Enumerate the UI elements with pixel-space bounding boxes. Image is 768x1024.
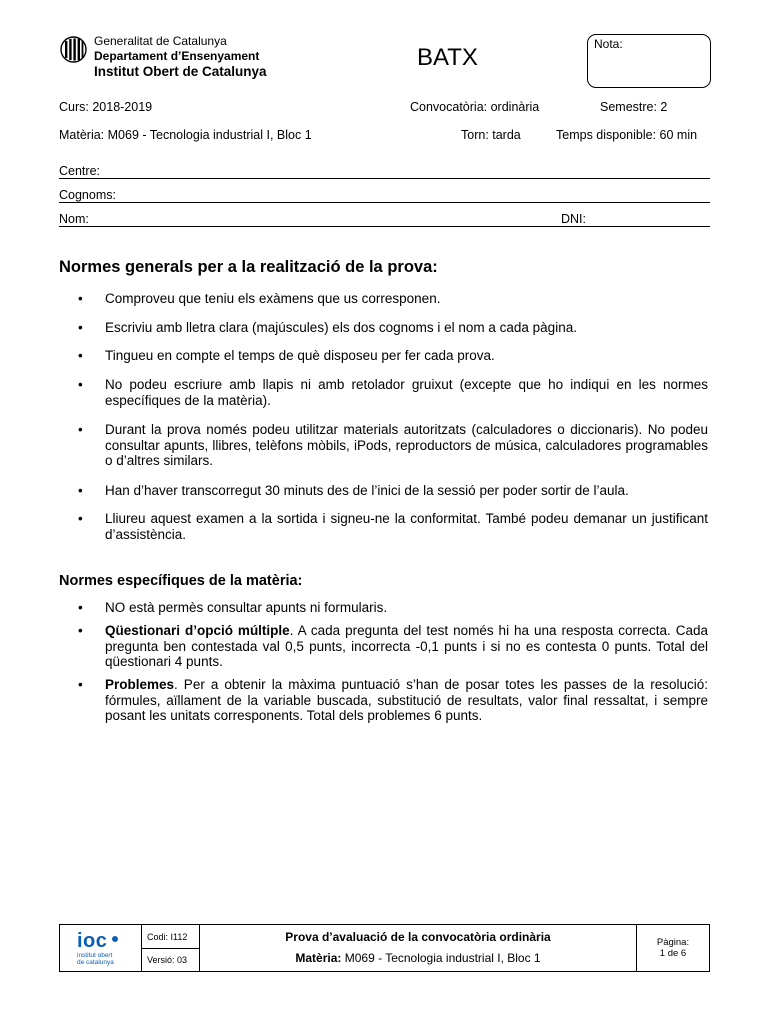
level-title: BATX (417, 44, 478, 71)
list-item: • No podeu escriure amb llapis ni amb retolador gruixut (excepte que ho indiqui en les normes específiques de la matèria). (78, 377, 708, 408)
course: Curs: 2018-2019 (59, 100, 153, 114)
page-value: 1 de 6 (659, 948, 687, 959)
list-item: • Comproveu que teniu els exàmens que us corresponen. (78, 291, 441, 306)
surnames-label: Cognoms: (59, 188, 116, 202)
centre-label: Centre: (59, 164, 100, 178)
org-line-3: Institut Obert de Catalunya (94, 64, 267, 79)
shift: Torn: tarda (461, 128, 521, 142)
code: Codi: I112 (147, 932, 188, 942)
footer-table (59, 924, 710, 972)
specific-rules-title: Normes específiques de la matèria: (59, 573, 303, 589)
footer-page-cell (637, 925, 709, 971)
footer-subject: Matèria: M069 - Tecnologia industrial I, Bloc 1 (295, 951, 541, 965)
semester: Semestre: 2 (600, 100, 668, 114)
grade-box[interactable] (587, 34, 711, 88)
list-item: • Escriviu amb lletra clara (majúscules) els dos cognoms i el nom a cada pàgina. (78, 320, 577, 335)
time-available: Temps disponible: 60 min (556, 128, 698, 142)
name-label: Nom: (59, 212, 89, 226)
list-item: • Durant la prova només podeu utilitzar materials autoritzats (calculadores o diccionaris). No podeu consultar apunts, llibres, telèfons mòbils, iPods, reproductors de música, calculadores programables o d’altres similars. (78, 422, 708, 468)
general-rules-title: Normes generals per a la realització de la prova: (59, 258, 438, 276)
list-item: • Lliureu aquest examen a la sortida i signeu-ne la conformitat. També podeu demanar un justificant d’assistència. (78, 511, 708, 542)
org-line-2: Departament d’Ensenyament (94, 49, 260, 63)
name-field[interactable] (59, 226, 710, 227)
list-item: • Qüestionari d’opció múltiple. A cada pregunta del test només hi ha una resposta correcta. Cada pregunta ben contestada val 0,5 punts, incorrecta -0,1 punts i si no es contesta 0 punts. Total del qüestionari 4 punts. (78, 623, 708, 669)
org-line-1: Generalitat de Catalunya (94, 34, 227, 48)
footer-title-cell (200, 925, 637, 971)
list-item: • NO està permès consultar apunts ni formularis. (78, 600, 388, 615)
list-item: • Problemes. Per a obtenir la màxima puntuació s’han de posar totes les passes de la resolució: fórmules, aïllament de la variable buscada, substitució de resultats, valor final ressaltat, i sempre posant les unitats corresponents. Total dels problemes 6 punts. (78, 677, 708, 723)
version: Versió: 03 (147, 955, 188, 965)
list-item: • Han d’haver transcorregut 30 minuts des de l’inici de la sessió per poder sortir de l’aula. (78, 483, 629, 498)
ioc-sub-2: de catalunya (77, 959, 114, 966)
surnames-field[interactable] (59, 202, 710, 203)
ioc-sub-1: institut obert (77, 952, 113, 959)
ioc-dot-icon (112, 936, 118, 942)
list-item: • Tingueu en compte el temps de què disposeu per fer cada prova. (78, 348, 495, 363)
footer-logo-cell (60, 925, 142, 971)
centre-field[interactable] (59, 178, 710, 179)
subject: Matèria: M069 - Tecnologia industrial I, Bloc 1 (59, 128, 312, 142)
page-label: Pàgina: (656, 937, 690, 948)
generalitat-logo-icon (60, 36, 87, 63)
convocation: Convocatòria: ordinària (410, 100, 540, 114)
exam-title: Prova d’avaluació de la convocatòria ordinària (285, 930, 551, 944)
grade-label: Nota: (594, 37, 623, 51)
ioc-logo: ioc (77, 930, 118, 953)
footer-meta-cell (142, 925, 200, 971)
dni-label: DNI: (561, 212, 586, 226)
